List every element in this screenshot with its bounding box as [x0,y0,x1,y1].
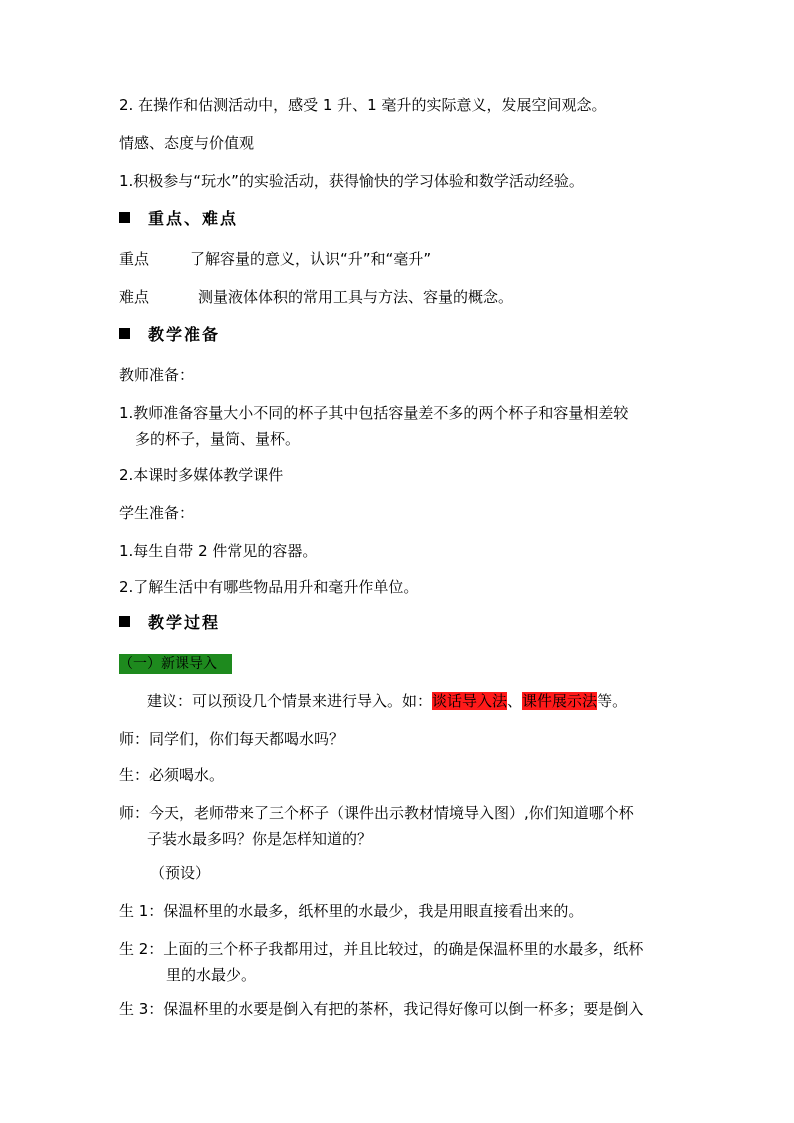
teacher-prep-item-1: 1.教师准备容量大小不同的杯子其中包括容量差不多的两个杯子和容量相差较 [119,404,629,422]
section-heading-key-points [119,204,238,234]
section-heading-preparation [119,320,220,350]
key-point-line [119,244,679,274]
section-heading-label: 教学过程 [148,613,221,632]
preset-label: （预设） [150,864,211,882]
answer-student-3: 生 3：保温杯里的水要是倒入有把的茶杯，我记得好像可以倒一杯多；要是倒入 [119,1000,644,1018]
key-label: 重点 [119,250,150,268]
dialogue-teacher-2-cont: 子装水最多吗？你是怎样知道的？ [147,830,373,848]
section-heading-label: 重点、难点 [148,209,239,228]
key-text: 了解容量的意义，认识“升”和“毫升” [190,250,432,268]
emotion-item-1: 1.积极参与“玩水”的实验活动，获得愉快的学习体验和数学活动经验。 [119,172,584,190]
difficulty-label: 难点 [119,288,150,306]
teacher-prep-item-1-cont: 多的杯子，量筒、量杯。 [135,430,301,448]
dialogue-student-1: 生：必须喝水。 [119,766,225,784]
black-square-icon [119,328,130,339]
student-prep-item-2: 2.了解生活中有哪些物品用升和毫升作单位。 [119,578,419,596]
dialogue-teacher-2: 师：今天，老师带来了三个杯子（课件出示教材情境导入图）,你们知道哪个杯 [119,804,634,822]
difficulty-line [119,282,679,312]
difficulty-text: 测量液体体积的常用工具与方法、容量的概念。 [198,288,514,306]
section-heading-label: 教学准备 [148,325,221,344]
emotion-subheading: 情感、态度与价值观 [119,134,255,152]
student-prep-label: 学生准备： [119,504,195,522]
teacher-prep-label: 教师准备： [119,366,195,384]
suggestion-suffix: 等。 [597,692,628,710]
dialogue-teacher-1: 师：同学们，你们每天都喝水吗？ [119,730,345,748]
suggestion-prefix: 建议：可以预设几个情景来进行导入。如： [147,692,433,710]
goal-item-2: 2. 在操作和估测活动中，感受 1 升、1 毫升的实际意义，发展空间观念。 [119,96,607,114]
section-heading-process [119,608,220,638]
black-square-icon [119,212,130,223]
answer-student-1: 生 1：保温杯里的水最多，纸杯里的水最少，我是用眼直接看出来的。 [119,902,584,920]
answer-student-2-cont: 里的水最少。 [166,966,257,984]
suggestion-separator: 、 [507,692,523,710]
black-square-icon [119,616,130,627]
section-tag-intro: （一）新课导入 [119,654,232,674]
answer-student-2: 生 2：上面的三个杯子我都用过，并且比较过，的确是保温杯里的水最多，纸杯 [119,940,644,958]
method-highlight-1: 谈话导入法 [432,692,508,710]
method-highlight-2: 课件展示法 [522,692,598,710]
student-prep-item-1: 1.每生自带 2 件常见的容器。 [119,542,318,560]
teacher-prep-item-2: 2.本课时多媒体教学课件 [119,466,284,484]
suggestion-line [147,686,707,716]
